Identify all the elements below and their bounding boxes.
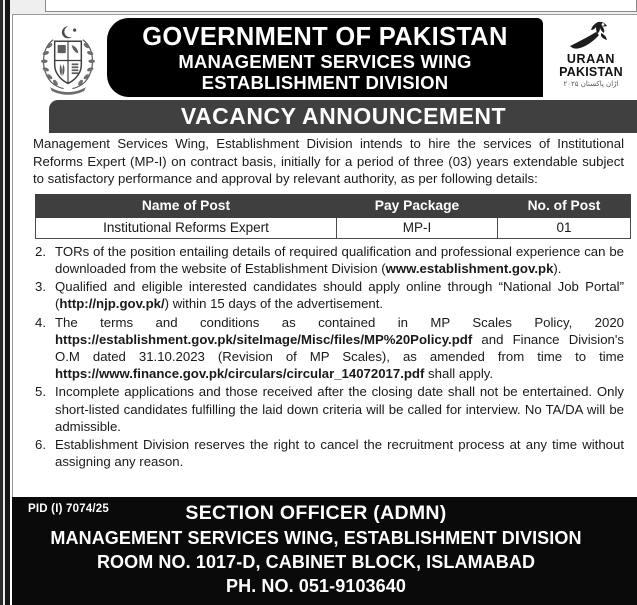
table-header-name-of-post: Name of Post — [36, 194, 337, 217]
note-3-text-part-2: ) within 15 days of the advertisement. — [164, 296, 384, 312]
pid-number: PID (I) 7074/25 — [28, 503, 109, 515]
vacancy-table — [35, 194, 631, 239]
table-header-row — [36, 194, 631, 217]
footer-line-4: PH. NO. 051-9103640 — [225, 576, 406, 596]
uraan-pakistan-bird-icon — [568, 20, 614, 52]
header-title-line-3: ESTABLISHMENT DIVISION — [201, 72, 449, 93]
header-title-line-2: MANAGEMENT SERVICES WING — [178, 51, 472, 72]
uraan-logo-text-line-1: URAAN — [566, 52, 616, 66]
footer-line-1: SECTION OFFICER (ADMN) — [185, 502, 447, 524]
note-4-text-line-1: The terms and conditions as contained in MP Scales Policy, 2020 — [55, 314, 624, 330]
scan-edge-inner — [5, 0, 10, 605]
footer-line-2: MANAGEMENT SERVICES WING, ESTABLISHMENT DIVISION — [50, 528, 582, 548]
adjacent-ad-stub — [45, 0, 637, 12]
note-item-4 — [33, 314, 628, 383]
table-header-pay-package: Pay Package — [337, 194, 498, 217]
note-5-text: Incomplete applications and those received after the closing date shall not be entertained. Only short-listed candidates fulfilling the laid down criteria will be called for interview. No TA/DA will be admissible. — [55, 384, 624, 434]
note-4-link-mp-policy[interactable]: https://establishment.gov.pk/siteImage/Misc/files/MP%20Policy.pdf — [55, 331, 473, 347]
advertisement-body-text — [19, 135, 637, 471]
uraan-pakistan-logo — [547, 20, 635, 98]
note-2-text-part-2: ). — [553, 260, 562, 276]
notes-list — [33, 243, 628, 471]
note-item-5 — [33, 383, 628, 435]
state-emblem — [29, 20, 107, 98]
vacancy-announcement-banner: VACANCY ANNOUNCEMENT — [49, 100, 637, 133]
note-item-6 — [33, 436, 628, 470]
advertisement-footer — [12, 497, 637, 605]
advertisement-header — [19, 18, 637, 100]
table-row — [36, 217, 631, 238]
header-title-line-1: GOVERNMENT OF PAKISTAN — [142, 23, 508, 51]
uraan-logo-urdu-tagline: اڑان پاکستان ۲۰۲۵ — [563, 80, 619, 88]
note-2-link-establishment[interactable]: www.establishment.gov.pk — [385, 260, 554, 276]
note-2-text-part-1: TORs of the position entailing details of required qualification and professional experience can be downloaded from the website of Establishment Division ( — [55, 243, 624, 276]
header-title-block — [107, 18, 543, 97]
note-4-link-finance-circular[interactable]: https://www.finance.gov.pk/circulars/circular_14072017.pdf — [55, 366, 425, 382]
table-header-no-of-post: No. of Post — [498, 194, 631, 217]
cell-post-name: Institutional Reforms Expert — [36, 217, 337, 238]
intro-paragraph: Management Services Wing, Establishment Division intends to hire the services of Institutional Reforms Expert (MP-I) on contract basis, initially for a period of three (03) years extendable subject to satisfactory performance and approval by relevant authority, as per following details: — [33, 136, 624, 187]
note-3-link-njp[interactable]: http://njp.gov.pk/ — [59, 296, 165, 312]
note-item-3 — [33, 278, 628, 312]
cell-no-of-post: 01 — [498, 217, 631, 238]
footer-contact-block — [12, 501, 620, 598]
footer-line-3: ROOM NO. 1017-D, CABINET BLOCK, ISLAMABAD — [96, 552, 536, 572]
cell-pay-package: MP-I — [337, 217, 498, 238]
pakistan-state-emblem-icon — [31, 22, 105, 96]
note-item-2 — [33, 243, 628, 277]
uraan-logo-text-line-2: PAKISTAN — [559, 65, 623, 79]
note-4-text-part-3: shall apply. — [424, 366, 494, 382]
note-3-text-part-1: Qualified and eligible interested candidates should apply online through “National Job Portal” ( — [55, 279, 624, 312]
note-6-text: Establishment Division reserves the right to cancel the recruitment process at any time without assigning any reason. — [55, 437, 624, 470]
note-4-text-part-2: and Finance Division's O.M dated 31.10.2023 (Revision of MP Scales), as amended from time to time — [55, 331, 624, 364]
